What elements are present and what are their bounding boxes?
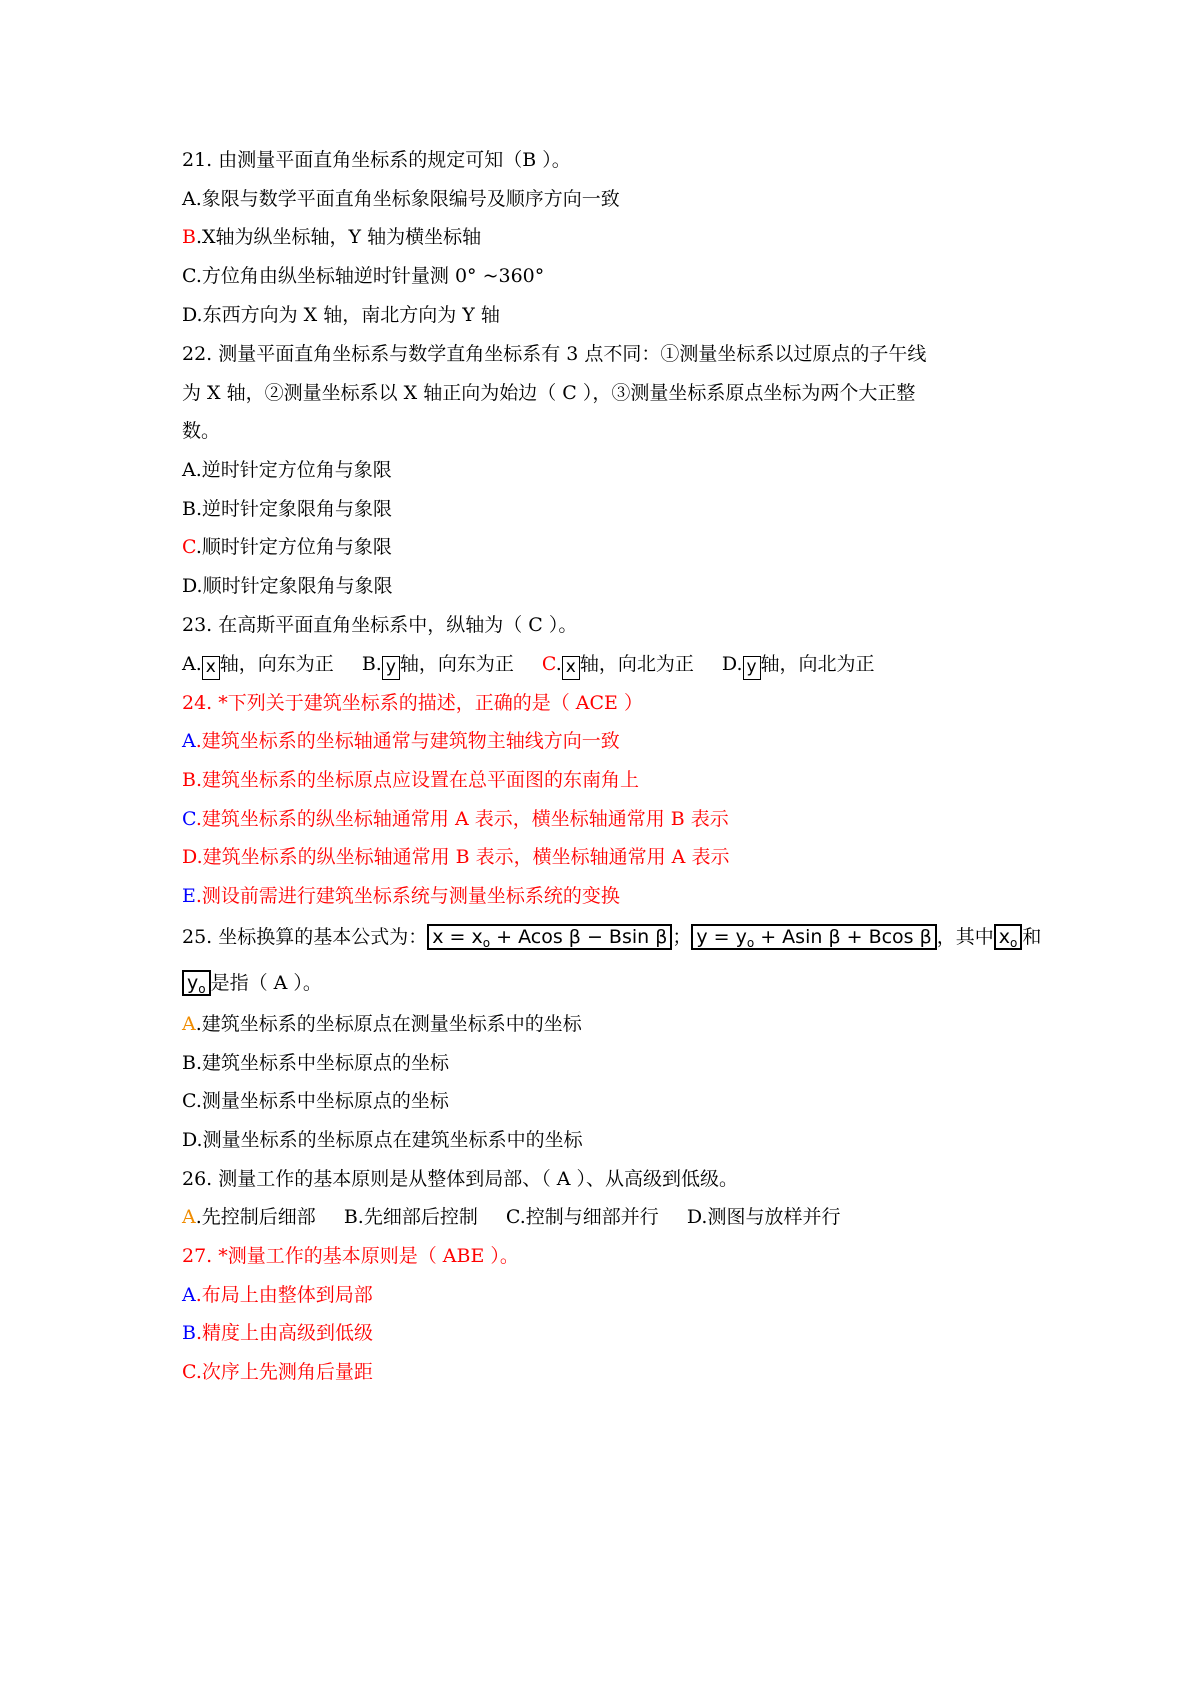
q26-option-a-text: .先控制后细部 [195, 1206, 316, 1228]
q22-option-c [182, 534, 392, 560]
q25-formula-x: $x = x_o + Acos$ β − Bsin β [427, 924, 672, 950]
q23-option-d-symbol: y [743, 656, 761, 680]
q25-formula-y: $y = y_o + Asin$ β + Bcos β [691, 924, 936, 950]
q25-formula-separator: ； [672, 926, 692, 948]
q26-option-a [182, 1206, 316, 1228]
q23-option-a-text: 轴，向东为正 [219, 653, 334, 675]
q25-option-c: C.测量坐标系中坐标原点的坐标 [182, 1090, 449, 1112]
q21-option-a: A.象限与数学平面直角坐标象限编号及顺序方向一致 [182, 188, 620, 210]
q24-option-c [182, 806, 729, 832]
q23-option-c-symbol: x [562, 656, 580, 680]
q23-options [182, 651, 875, 680]
q23-option-c-text: 轴，向北为正 [579, 653, 694, 675]
q27-option-b-letter: B [182, 1322, 196, 1344]
q27-option-a [182, 1282, 373, 1308]
q25-option-a [182, 1011, 582, 1037]
q23-option-b-letter: B. [361, 653, 382, 675]
q25-stem-end: 是指（ A ）。 [210, 972, 322, 994]
q22-option-d: D.顺时针定象限角与象限 [182, 575, 393, 597]
q25-option-a-letter: A [182, 1013, 196, 1035]
q24-option-d-letter: D [182, 846, 197, 868]
q21-option-c: C.方位角由纵坐标轴逆时针量测 0° ~360° [182, 265, 545, 287]
q24-option-a-text: .建筑坐标系的坐标轴通常与建筑物主轴线方向一致 [195, 730, 620, 752]
q27-option-b [182, 1320, 373, 1346]
q24-option-b [182, 767, 639, 793]
q23-option-c [542, 653, 694, 675]
q23-option-c-letter: C [541, 653, 556, 675]
q27-option-a-text: .布局上由整体到局部 [195, 1284, 373, 1306]
q25-stem-middle: ，其中 [936, 926, 994, 948]
q26-option-d: D.测图与放样并行 [686, 1206, 841, 1228]
q21-option-b [182, 224, 481, 250]
q24-option-b-letter: B [182, 769, 196, 791]
q23-option-c-dot: . [555, 653, 562, 675]
q27-option-c-text: .次序上先测角后量距 [195, 1361, 373, 1383]
q24-option-b-text: .建筑坐标系的坐标原点应设置在总平面图的东南角上 [195, 769, 640, 791]
q24-option-c-letter: C [182, 808, 196, 830]
q25-symbol-x0: $x_o$ [994, 924, 1023, 950]
q25-stem-line-1 [182, 924, 1041, 950]
q27-stem: 27. *测量工作的基本原则是（ ABE ）。 [182, 1245, 519, 1267]
q22-option-a: A.逆时针定方位角与象限 [182, 459, 392, 481]
q25-stem-and: 和 [1022, 926, 1042, 948]
q24-option-a [182, 728, 620, 754]
q22-stem-line-3: 数。 [182, 420, 221, 442]
q26-option-b: B.先细部后控制 [343, 1206, 478, 1228]
q26-stem: 26. 测量工作的基本原则是从整体到局部、（ A ）、从高级到低级。 [182, 1168, 739, 1190]
q25-option-b: B.建筑坐标系中坐标原点的坐标 [182, 1052, 450, 1074]
q24-option-c-text: .建筑坐标系的纵坐标轴通常用 A 表示，横坐标轴通常用 B 表示 [195, 808, 729, 830]
q24-option-e [182, 883, 620, 909]
q22-option-c-text: .顺时针定方位角与象限 [195, 536, 392, 558]
q24-option-e-text: .测设前需进行建筑坐标系统与测量坐标系统的变换 [195, 885, 620, 907]
q23-option-d-letter: D. [721, 653, 743, 675]
q25-option-a-text: .建筑坐标系的坐标原点在测量坐标系中的坐标 [195, 1013, 582, 1035]
q22-stem-line-2: 为 X 轴，②测量坐标系以 X 轴正向为始边（ C ），③测量坐标系原点坐标为两个大正整 [182, 382, 916, 404]
q24-option-d [182, 844, 729, 870]
q27-option-a-letter: A [182, 1284, 196, 1306]
q24-stem: 24. *下列关于建筑坐标系的描述，正确的是（ ACE ） [182, 692, 643, 714]
q22-option-b: B.逆时针定象限角与象限 [182, 498, 393, 520]
q24-option-a-letter: A [182, 730, 196, 752]
q24-option-d-text: .建筑坐标系的纵坐标轴通常用 B 表示，横坐标轴通常用 A 表示 [196, 846, 730, 868]
q23-option-d [722, 653, 875, 675]
q25-option-d: D.测量坐标系的坐标原点在建筑坐标系中的坐标 [182, 1129, 583, 1151]
q26-options [182, 1204, 840, 1230]
q27-option-c [182, 1359, 373, 1385]
q24-option-e-letter: E [182, 885, 196, 907]
q21-option-b-letter: B [182, 226, 196, 248]
q22-option-c-letter: C [182, 536, 196, 558]
q27-option-b-text: .精度上由高级到低级 [195, 1322, 374, 1344]
q21-option-d: D.东西方向为 X 轴，南北方向为 Y 轴 [182, 304, 500, 326]
q23-option-b-symbol: y [382, 656, 400, 680]
q23-option-a-letter: A. [182, 653, 202, 675]
q21-option-b-text: .X轴为纵坐标轴，Y 轴为横坐标轴 [195, 226, 482, 248]
q23-option-b-text: 轴，向东为正 [399, 653, 514, 675]
q25-stem-prefix: 25. 坐标换算的基本公式为： [182, 926, 428, 948]
q21-stem: 21. 由测量平面直角坐标系的规定可知（B ）。 [182, 149, 571, 171]
q23-option-b [362, 653, 514, 675]
q25-symbol-y0: $y_o$ [182, 970, 211, 996]
q23-option-d-text: 轴，向北为正 [760, 653, 875, 675]
q27-option-c-letter: C [182, 1361, 196, 1383]
q23-stem: 23. 在高斯平面直角坐标系中，纵轴为（ C ）。 [182, 614, 578, 636]
q23-option-a-symbol: x [202, 656, 220, 680]
q25-stem-line-2 [182, 970, 322, 996]
q22-stem-line-1: 22. 测量平面直角坐标系与数学直角坐标系有 3 点不同：①测量坐标系以过原点的子午线 [182, 343, 927, 365]
q26-option-a-letter: A [182, 1206, 196, 1228]
q26-option-c: C.控制与细部并行 [505, 1206, 659, 1228]
q23-option-a [182, 653, 334, 675]
